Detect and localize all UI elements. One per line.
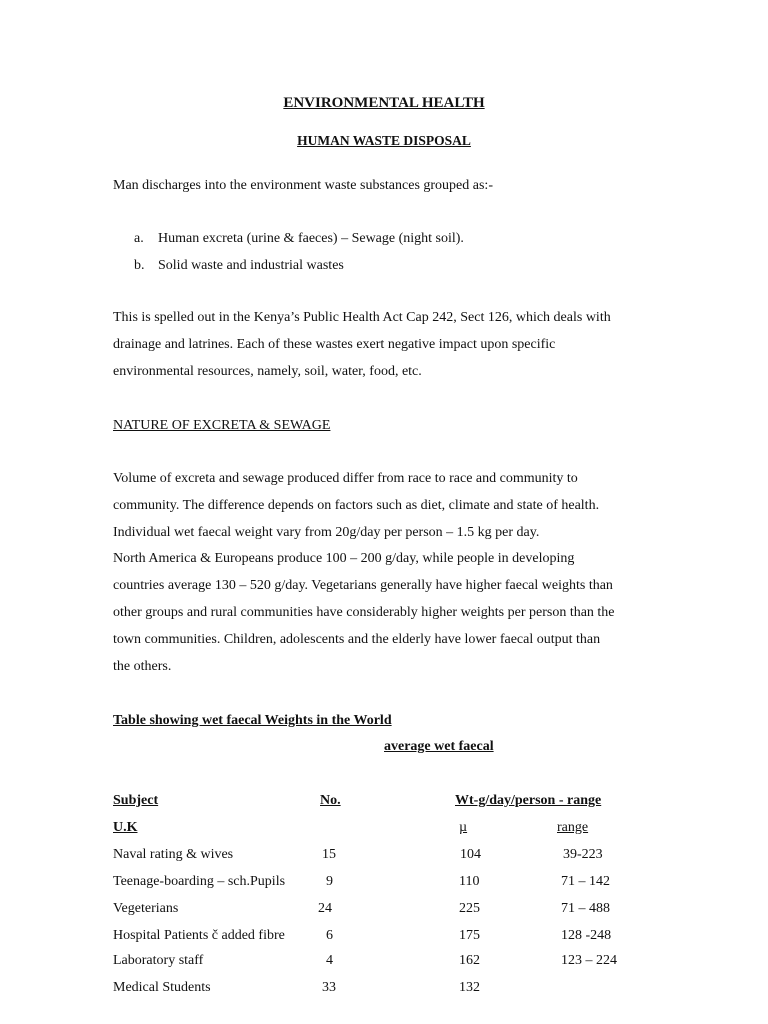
table-cell-subject: Vegeterians — [113, 901, 179, 916]
table-cell-mean: 225 — [459, 901, 480, 916]
column-header-number: No. — [320, 793, 341, 808]
table-caption: Table showing wet faecal Weights in the World — [113, 713, 392, 728]
page-subtitle: HUMAN WASTE DISPOSAL — [297, 133, 471, 148]
table-superheader: average wet faecal — [384, 739, 494, 754]
paragraph-line: town communities. Children, adolescents and the elderly have lower faecal output than — [113, 631, 601, 647]
paragraph-kenya-act — [113, 305, 611, 385]
paragraph-excreta-volume — [113, 466, 615, 680]
table-cell-mean: 104 — [460, 847, 481, 862]
table-cell-subject: Hospital Patients č added fibre — [113, 928, 285, 943]
table-cell-number: 33 — [322, 980, 336, 995]
list-marker: b. — [134, 258, 145, 273]
table-cell-subject: Laboratory staff — [113, 953, 204, 968]
table-cell-number: 6 — [326, 928, 333, 943]
paragraph-line: drainage and latrines. Each of these wastes exert negative impact upon specific — [113, 336, 556, 352]
table-cell-mean: 162 — [459, 953, 480, 968]
paragraph-line: other groups and rural communities have considerably higher weights per person than the — [113, 604, 615, 620]
table-cell-number: 24 — [318, 901, 332, 916]
table-cell-range: 71 – 142 — [561, 874, 610, 889]
table-cell-mean: 175 — [459, 928, 480, 943]
table-cell-subject: Medical Students — [113, 980, 211, 995]
mean-symbol: µ — [459, 820, 468, 835]
paragraph-line: North America & Europeans produce 100 – 200 g/day, while people in developing — [113, 551, 575, 567]
table-cell-range: 123 – 224 — [561, 953, 617, 968]
paragraph-line: Volume of excreta and sewage produced differ from race to race and community to — [113, 471, 578, 486]
column-header-weight: Wt-g/day/person - range — [455, 793, 602, 808]
table-cell-mean: 132 — [459, 980, 480, 995]
table-cell-subject: Naval rating & wives — [113, 847, 234, 862]
table-cell-subject: Teenage-boarding – sch.Pupils — [113, 874, 286, 889]
intro-text: Man discharges into the environment waste substances grouped as:- — [113, 178, 493, 193]
table-cell-number: 9 — [326, 874, 333, 889]
group-label: U.K — [113, 820, 138, 835]
list-item-text: Solid waste and industrial wastes — [158, 258, 344, 273]
table-cell-range: 39-223 — [563, 847, 603, 862]
column-header-subject: Subject — [113, 793, 159, 808]
paragraph-line: the others. — [113, 658, 172, 674]
section-heading: NATURE OF EXCRETA & SEWAGE — [113, 418, 331, 433]
page-title: ENVIRONMENTAL HEALTH — [283, 95, 485, 111]
range-label: range — [557, 820, 589, 835]
table-cell-number: 15 — [322, 847, 336, 862]
list-item-text: Human excreta (urine & faeces) – Sewage (night soil). — [158, 231, 464, 246]
paragraph-line: environmental resources, namely, soil, water, food, etc. — [113, 363, 422, 379]
paragraph-line: This is spelled out in the Kenya’s Public Health Act Cap 242, Sect 126, which deals with — [113, 310, 611, 325]
table-cell-mean: 110 — [459, 874, 480, 889]
paragraph-line: Individual wet faecal weight vary from 20g/day per person – 1.5 kg per day. — [113, 524, 540, 540]
paragraph-line: community. The difference depends on factors such as diet, climate and state of health. — [113, 497, 600, 513]
table-cell-number: 4 — [326, 953, 333, 968]
list-marker: a. — [134, 231, 144, 246]
paragraph-line: countries average 130 – 520 g/day. Vegetarians generally have higher faecal weights than — [113, 578, 613, 594]
table-cell-range: 128 -248 — [561, 928, 612, 943]
table-cell-range: 71 – 488 — [561, 901, 610, 916]
